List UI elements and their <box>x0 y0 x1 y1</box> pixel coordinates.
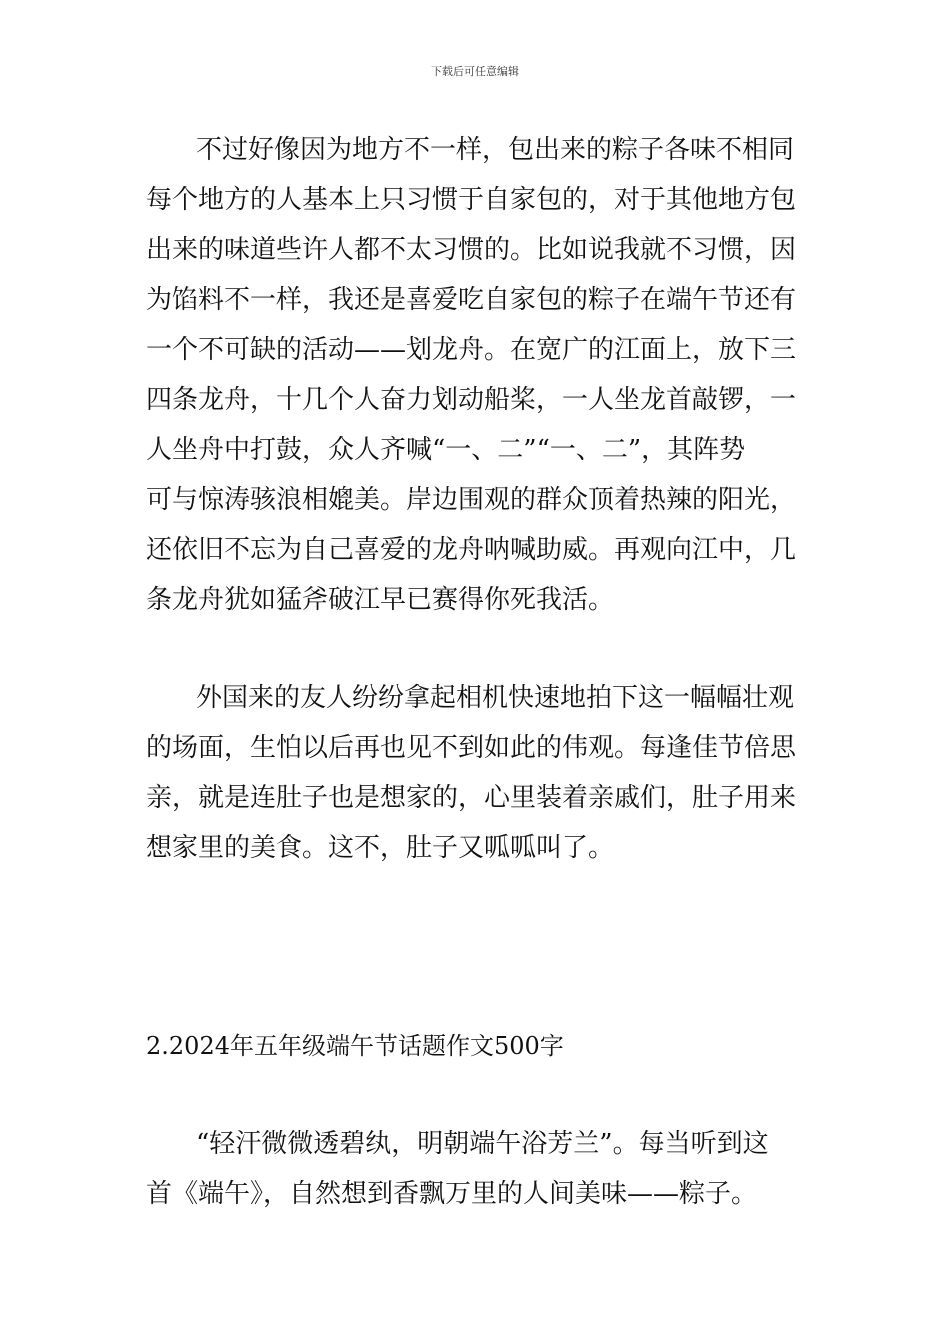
paragraph-3-line: 首《端午》，自然想到香飘万里的人间美味——粽子。 <box>146 1179 758 1209</box>
paragraph-1-line: 为馅料不一样，我还是喜爱吃自家包的粽子在端午节还有 <box>146 285 797 315</box>
section-title: 2.2024年五年级端午节话题作文500字 <box>146 1032 564 1060</box>
paragraph-2-line: 亲，就是连肚子也是想家的，心里装着亲戚们，肚子用来 <box>146 783 797 813</box>
paragraph-1-line: 条龙舟犹如猛斧破江早已赛得你死我活。 <box>146 585 615 615</box>
page-header: 下载后可任意编辑 <box>431 65 519 78</box>
paragraph-1-line: 出来的味道些许人都不太习惯的。比如说我就不习惯，因 <box>146 235 797 265</box>
paragraph-2-line: 外国来的友人纷纷拿起相机快速地拍下这一幅幅壮观 <box>196 683 795 713</box>
paragraph-2-line: 的场面，生怕以后再也见不到如此的伟观。每逢佳节倍思 <box>146 733 797 763</box>
paragraph-1-line: 还依旧不忘为自己喜爱的龙舟呐喊助威。再观向江中，几 <box>146 535 797 565</box>
paragraph-1-line: 可与惊涛骇浪相媲美。岸边围观的群众顶着热辣的阳光， <box>146 485 797 515</box>
paragraph-1-line: 每个地方的人基本上只习惯于自家包的，对于其他地方包 <box>146 185 797 215</box>
paragraph-2-line: 想家里的美食。这不，肚子又呱呱叫了。 <box>146 833 615 863</box>
paragraph-1-line: 不过好像因为地方不一样，包出来的粽子各味不相同 <box>196 135 795 165</box>
paragraph-1-line: 人坐舟中打鼓，众人齐喊“一、二”“一、二”，其阵势 <box>146 435 746 465</box>
paragraph-1-line: 一个不可缺的活动——划龙舟。在宽广的江面上，放下三 <box>146 335 797 365</box>
paragraph-1-line: 四条龙舟，十几个人奋力划动船桨，一人坐龙首敲锣，一 <box>146 385 797 415</box>
paragraph-3-line: “轻汗微微透碧纨，明朝端午浴芳兰”。每当听到这 <box>196 1129 769 1159</box>
